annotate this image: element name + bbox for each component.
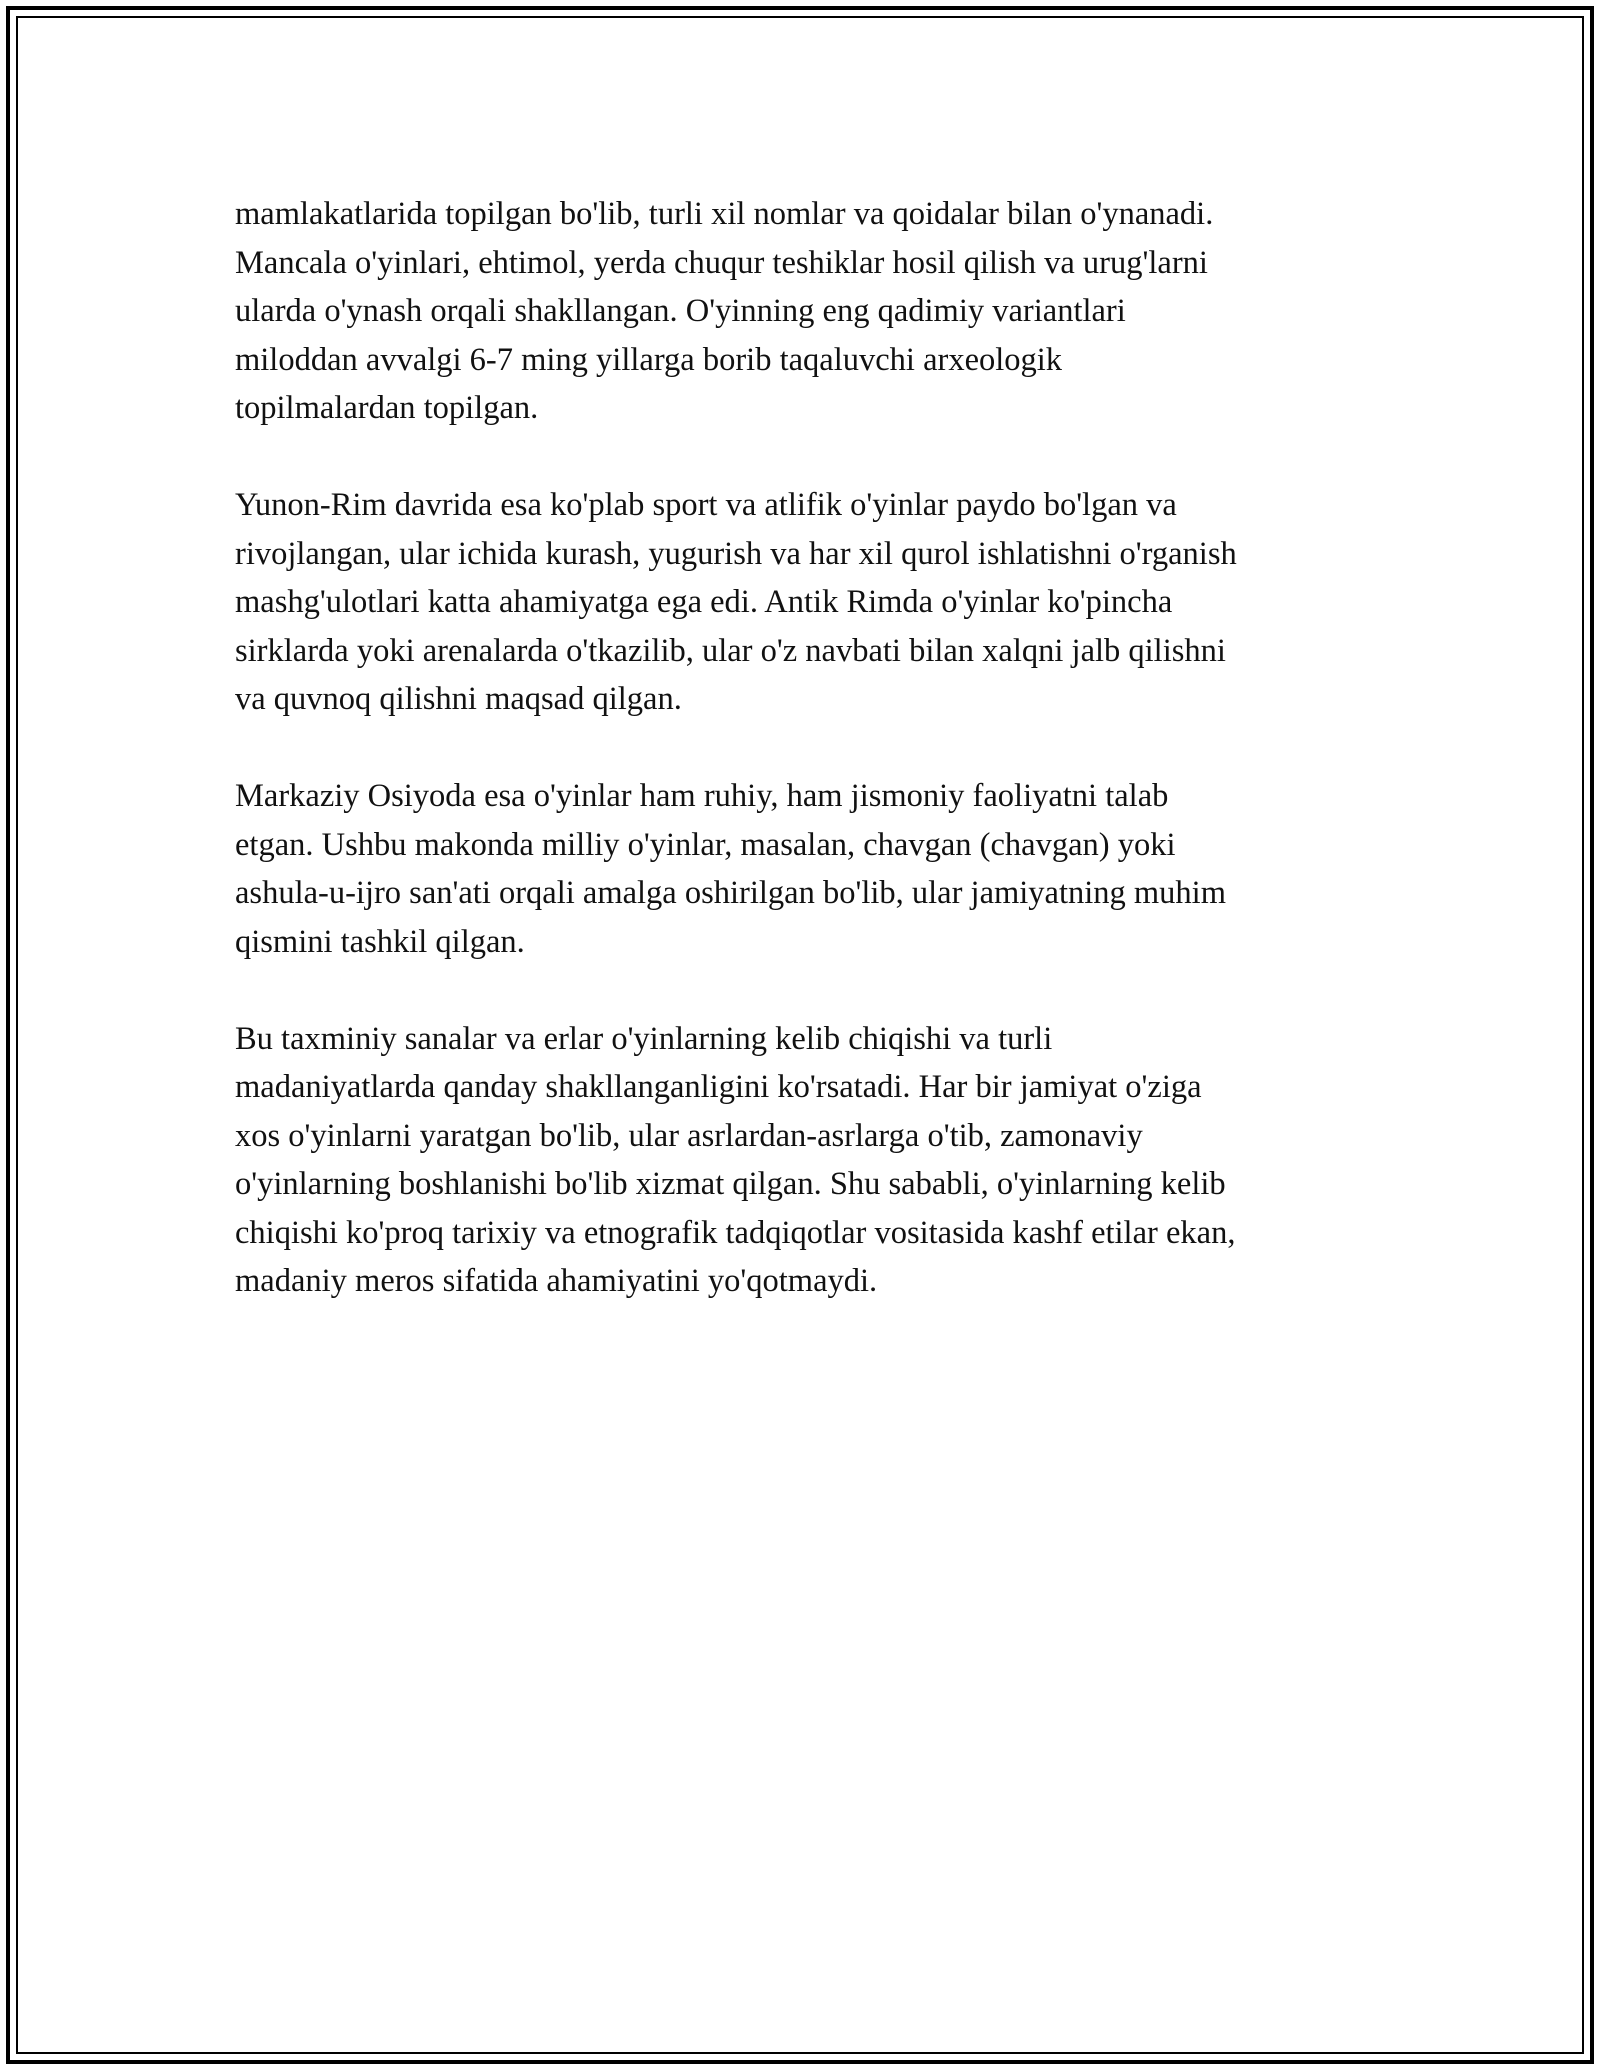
text-line: rivojlangan, ular ichida kurash, yugurish va har xil qurol ishlatishni o'rganish: [235, 535, 1237, 572]
text-line: etgan. Ushbu makonda milliy o'yinlar, masalan, chavgan (chavgan) yoki: [235, 826, 1176, 863]
text-line: mamlakatlarida topilgan bo'lib, turli xil nomlar va qoidalar bilan o'ynanadi.: [235, 196, 1214, 232]
text-line: chiqishi ko'proq tarixiy va etnografik tadqiqotlar vositasida kashf etilar ekan,: [235, 1214, 1236, 1251]
text-line: ashula-u-ijro san'ati orqali amalga oshirilgan bo'lib, ular jamiyatning muhim: [235, 875, 1226, 911]
text-line: ularda o'ynash orqali shakllangan. O'yinning eng qadimiy variantlari: [235, 293, 1126, 329]
text-line: va quvnoq qilishni maqsad qilgan.: [235, 681, 682, 717]
text-line: xos o'yinlarni yaratgan bo'lib, ular asrlardan-asrlarga o'tib, zamonaviy: [235, 1117, 1143, 1154]
text-line: o'yinlarning boshlanishi bo'lib xizmat qilgan. Shu sababli, o'yinlarning kelib: [235, 1166, 1226, 1202]
text-line: madaniyatlarda qanday shakllanganligini ko'rsatadi. Har bir jamiyat o'ziga: [235, 1069, 1202, 1105]
paragraph-4: [235, 1015, 1395, 1306]
paragraph-3: [235, 772, 1395, 966]
text-line: sirklarda yoki arenalarda o'tkazilib, ular o'z navbati bilan xalqni jalb qilishni: [235, 632, 1226, 669]
text-line: madaniy meros sifatida ahamiyatini yo'qotmaydi.: [235, 1263, 878, 1299]
text-line: Bu taxminiy sanalar va erlar o'yinlarning kelib chiqishi va turli: [235, 1020, 1053, 1057]
document-body: [235, 190, 1395, 1354]
text-line: Mancala o'yinlari, ehtimol, yerda chuqur teshiklar hosil qilish va urug'larni: [235, 244, 1208, 281]
text-line: miloddan avvalgi 6-7 ming yillarga borib taqaluvchi arxeologik: [235, 341, 1063, 378]
text-line: topilmalardan topilgan.: [235, 390, 539, 426]
text-line: qismini tashkil qilgan.: [235, 923, 525, 960]
paragraph-1: [235, 190, 1395, 433]
text-line: mashg'ulotlari katta ahamiyatga ega edi. Antik Rimda o'yinlar ko'pincha: [235, 584, 1173, 620]
text-line: Markaziy Osiyoda esa o'yinlar ham ruhiy, ham jismoniy faoliyatni talab: [235, 778, 1169, 814]
paragraph-2: [235, 481, 1395, 724]
text-line: Yunon-Rim davrida esa ko'plab sport va atlifik o'yinlar paydo bo'lgan va: [235, 487, 1177, 523]
